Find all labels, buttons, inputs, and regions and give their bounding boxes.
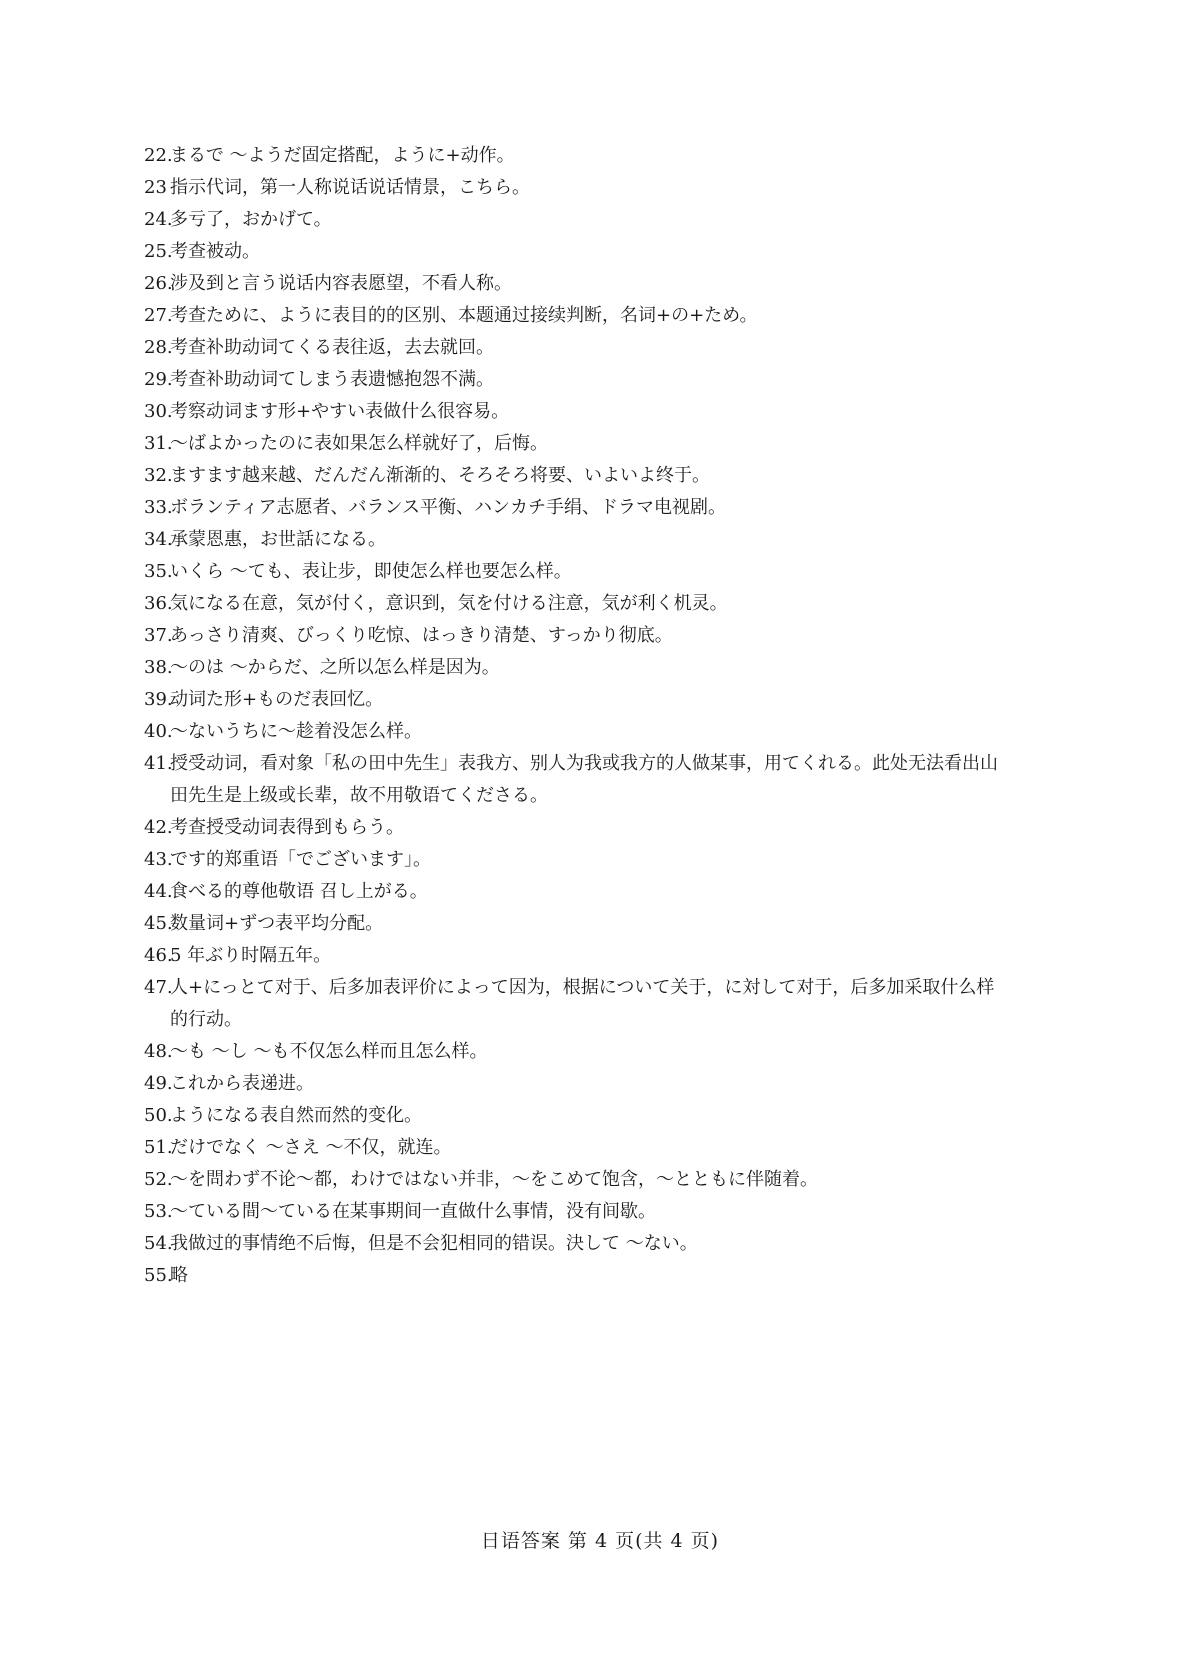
answer-item — [144, 524, 1084, 556]
answer-item — [144, 940, 1084, 972]
answer-item — [144, 844, 1084, 876]
answer-number: 22. — [144, 145, 173, 166]
answer-item — [144, 332, 1084, 364]
answer-number: 38. — [144, 657, 173, 678]
answer-text: ますます越来越、だんだん渐渐的、そろそろ将要、いよいよ终于。 — [170, 465, 710, 486]
answer-item — [144, 1260, 1084, 1292]
answer-text: ～を問わず不论～都，わけではない并非，～をこめて饱含，～とともに伴随着。 — [170, 1169, 818, 1190]
answer-number: 52. — [144, 1169, 173, 1190]
answer-text: 考查授受动词表得到もらう。 — [170, 817, 404, 838]
answer-text: まるで ～ようだ固定搭配，ように+动作。 — [170, 145, 515, 166]
answer-item — [144, 1196, 1084, 1228]
answer-text: 我做过的事情绝不后悔，但是不会犯相同的错误。決して ～ない。 — [170, 1233, 698, 1254]
answer-text: 考察动词ます形+やすい表做什么很容易。 — [170, 401, 510, 422]
answer-item — [144, 364, 1084, 396]
answer-item — [144, 748, 1084, 812]
answer-number: 30. — [144, 401, 173, 422]
answer-number: 31. — [144, 433, 173, 454]
answer-number: 39. — [144, 689, 173, 710]
answer-item — [144, 908, 1084, 940]
answer-number: 32. — [144, 465, 173, 486]
page-footer: 日语答案 第 4 页(共 4 页) — [480, 1530, 720, 1552]
answer-number: 45. — [144, 913, 173, 934]
answer-item — [144, 876, 1084, 908]
answer-text: ～ないうちに～趁着没怎么样。 — [170, 721, 422, 742]
answer-item — [144, 556, 1084, 588]
answer-number: 25. — [144, 241, 173, 262]
answer-text: あっさり清爽、びっくり吃惊、はっきり清楚、すっかり彻底。 — [170, 625, 673, 646]
answer-number: 50. — [144, 1105, 173, 1126]
answer-text: 考查补助动词てしまう表遗憾抱怨不满。 — [170, 369, 494, 390]
answer-number: 49. — [144, 1073, 173, 1094]
answer-number: 43. — [144, 849, 173, 870]
answer-text: 考查被动。 — [170, 241, 260, 262]
answer-item — [144, 428, 1084, 460]
answer-text: ～のは ～からだ、之所以怎么样是因为。 — [170, 657, 500, 678]
answer-number: 40. — [144, 721, 173, 742]
answer-text: 动词た形+ものだ表回忆。 — [170, 689, 384, 710]
answer-number: 42. — [144, 817, 173, 838]
answer-text: 涉及到と言う说话内容表愿望，不看人称。 — [170, 273, 512, 294]
answer-text: 承蒙恩惠，お世話になる。 — [170, 529, 386, 550]
answer-item — [144, 620, 1084, 652]
answer-number: 34. — [144, 529, 173, 550]
answer-number: 29. — [144, 369, 173, 390]
answer-text: 食べる的尊他敬语 召し上がる。 — [170, 881, 428, 902]
answer-text: いくら ～ても、表让步，即使怎么样也要怎么样。 — [170, 561, 572, 582]
answer-number: 54. — [144, 1233, 173, 1254]
answer-number: 33. — [144, 497, 173, 518]
answer-item — [144, 460, 1084, 492]
answer-text: これから表递进。 — [170, 1073, 314, 1094]
answer-text: 数量词+ずつ表平均分配。 — [170, 913, 384, 934]
answer-number: 24. — [144, 209, 173, 230]
answer-item — [144, 236, 1084, 268]
answer-number: 28. — [144, 337, 173, 358]
answer-item — [144, 1164, 1084, 1196]
answer-text-continued: 田先生是上级或长辈，故不用敬语てくださる。 — [170, 785, 548, 806]
answer-text: 授受动词，看对象「私の田中先生」表我方、别人为我或我方的人做某事，用てくれる。此处无法看出山 — [170, 753, 998, 774]
answer-text: 人+にっとて对于、后多加表评价によって因为，根据について关于，に対して对于，后多加采取什么样 — [170, 977, 995, 998]
answer-item — [144, 652, 1084, 684]
answer-number: 44. — [144, 881, 173, 902]
answer-item — [144, 1036, 1084, 1068]
answer-item — [144, 1132, 1084, 1164]
answer-item — [144, 300, 1084, 332]
answer-number: 46. — [144, 945, 173, 966]
answer-text: ～ばよかったのに表如果怎么样就好了，后悔。 — [170, 433, 548, 454]
answer-item — [144, 492, 1084, 524]
answer-text: です的郑重语「でございます」。 — [170, 849, 431, 870]
answer-text: ～も ～し ～も不仅怎么样而且怎么样。 — [170, 1041, 488, 1062]
answer-number: 53. — [144, 1201, 173, 1222]
answer-item — [144, 1100, 1084, 1132]
answer-text: ～ている間～ている在某事期间一直做什么事情，没有间歇。 — [170, 1201, 656, 1222]
answer-number: 26. — [144, 273, 173, 294]
answer-text: ボランティア志愿者、バランス平衡、ハンカチ手绢、ドラマ电视剧。 — [170, 497, 727, 518]
answer-number: 51. — [144, 1137, 173, 1158]
answer-number: 27. — [144, 305, 173, 326]
answer-number: 23 — [144, 177, 167, 198]
answer-number: 37. — [144, 625, 173, 646]
answer-number: 35. — [144, 561, 173, 582]
answer-number: 48. — [144, 1041, 173, 1062]
answer-item — [144, 204, 1084, 236]
answer-number: 41. — [144, 753, 173, 774]
answer-item — [144, 972, 1084, 1036]
answer-item — [144, 588, 1084, 620]
answer-text: だけでなく ～さえ ～不仅，就连。 — [170, 1137, 452, 1158]
answer-item — [144, 684, 1084, 716]
answer-item — [144, 140, 1084, 172]
answer-text: 多亏了，おかげて。 — [170, 209, 332, 230]
answer-number: 47. — [144, 977, 173, 998]
answer-text: 略 — [170, 1265, 188, 1286]
answer-text: 考查ために、ように表目的的区别、本题通过接续判断，名词+の+ため。 — [170, 305, 758, 326]
answer-item — [144, 716, 1084, 748]
answer-text: ようになる表自然而然的变化。 — [170, 1105, 422, 1126]
answer-item — [144, 812, 1084, 844]
answer-item — [144, 172, 1084, 204]
answer-item — [144, 1068, 1084, 1100]
answer-item — [144, 1228, 1084, 1260]
answer-item — [144, 396, 1084, 428]
answer-text: 5 年ぶり时隔五年。 — [170, 945, 332, 966]
answer-text: 気になる在意，気が付く，意识到，気を付ける注意，気が利く机灵。 — [170, 593, 728, 614]
answer-text: 考查补助动词てくる表往返，去去就回。 — [170, 337, 494, 358]
answer-number: 36. — [144, 593, 173, 614]
answer-number: 55. — [144, 1265, 173, 1286]
answer-text-continued: 的行动。 — [170, 1009, 242, 1030]
answer-text: 指示代词，第一人称说话说话情景，こちら。 — [170, 177, 530, 198]
answer-list — [144, 140, 1084, 1292]
answer-item — [144, 268, 1084, 300]
